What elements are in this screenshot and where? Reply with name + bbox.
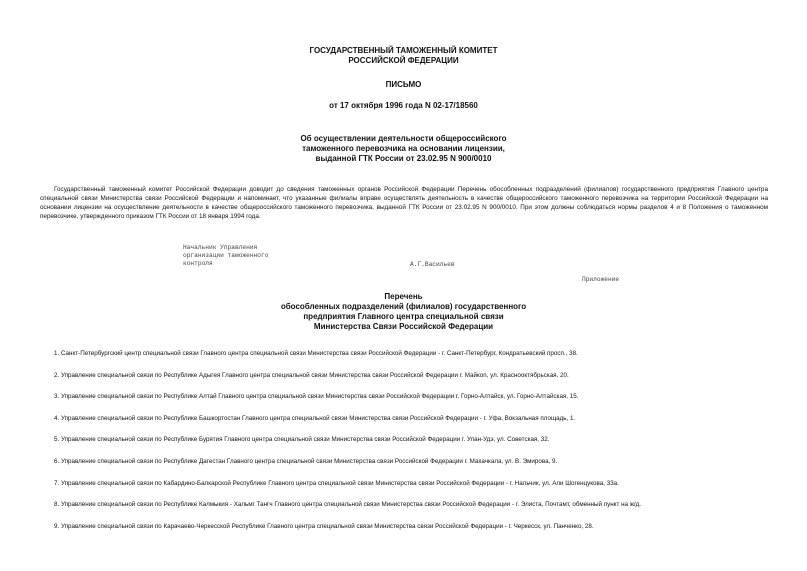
- list-item: 7. Управление специальной связи по Кабардино-Балкарской Республике Главного центра специальной связи Министерства связи Российской Федерации - г. Нальчик, ул. Али Шогенцукова, 33а.: [54, 479, 619, 487]
- appendix-title: [0, 292, 807, 332]
- appendix-title-line: Перечень: [384, 292, 423, 301]
- list-item: 1. Санкт-Петербургский центр специальной связи Главного центра специальной связи Министерства связи Российской Федерации - г. Санкт-Петербург, Кондратьевский просп., 38.: [54, 350, 578, 357]
- list-item: 6. Управление специальной связи по Республике Дагестан Главного центра специальной связи Министерства связи Российской Федерации г. Махачкала, ул. В. Эмирова, 9.: [54, 457, 558, 465]
- signature-position-line: контроля: [183, 260, 213, 267]
- appendix-title-line: Министерства Связи Российской Федерации: [313, 322, 494, 331]
- signature-name: А.Г.Васильев: [410, 261, 455, 268]
- list-item: 8. Управление специальной связи по Республике Калмыкия - Хальмг Тангч Главного центра специальной связи Министерства связи Российской Федерации - г. Элиста, Почтамт, обменный пункт на ж/д.: [54, 501, 642, 509]
- document-subject: [0, 134, 807, 164]
- appendix-title-line: предприятия Главного центра специальной связи: [303, 312, 504, 321]
- issuer-line: ГОСУДАРСТВЕННЫЙ ТАМОЖЕННЫЙ КОМИТЕТ: [309, 46, 498, 55]
- date-number-label: от 17 октября 1996 года N 02-17/18560: [329, 101, 478, 110]
- list-item: 2. Управление специальной связи по Республике Адыгея Главного центра специальной связи Министерства связи Российской Федерации г. Майкоп, ул. Красноoктябрьская, 20.: [54, 371, 569, 379]
- organizations-list: [54, 350, 641, 544]
- list-item: 4. Управление специальной связи по Республике Башкортостан Главного центра специальной связи Министерства связи Российской Федерации - г. Уфа, Вокзальная площадь, 1.: [54, 414, 576, 422]
- document-type-label: ПИСЬМО: [385, 80, 422, 89]
- signature-position-line: Начальник Управления: [183, 244, 258, 251]
- appendix-label: Приложение: [582, 276, 620, 283]
- list-item: 5. Управление специальной связи по Республике Бурятия Главного центра специальной связи Министерства связи Российской Федерации г. Улан-Удэ, ул. Советская, 32.: [54, 436, 550, 444]
- document-type: [0, 80, 807, 90]
- issuer-heading: [0, 46, 807, 66]
- list-item: 9. Управление специальной связи по Карачаево-Черкесской Республике Главного центра специальной связи Министерства связи Российской Федерации - г. Черкесск, ул. Панченко, 28.: [54, 522, 594, 530]
- issuer-line: РОССИЙСКОЙ ФЕДЕРАЦИИ: [348, 56, 459, 65]
- signature-position-line: организации таможенного: [183, 252, 269, 259]
- subject-line: таможенного перевозчика на основании лицензии,: [302, 144, 505, 153]
- list-item: 3. Управление специальной связи по Республике Алтай Главного центра специальной связи Министерства связи Российской Федерации г. Горно-Алтайск, ул. Горно-Алтайская, 15.: [54, 393, 579, 401]
- subject-line: выданной ГТК России от 23.02.95 N 900/0010: [315, 154, 492, 163]
- signature-position: [183, 244, 268, 268]
- document-date-number: [0, 101, 807, 111]
- appendix-title-line: обособленных подразделений (филиалов) государственного: [280, 302, 527, 311]
- body-paragraph: Государственный таможенный комитет Российской Федерации доводит до сведения таможенных органов Российской Федерации Перечень обособленных подразделений (филиалов) государственного предприятия Главного центра специальной связи Министерства связи Российской Федерации и напоминает, что указанные филиалы вправе осуществлять деятельность в качестве общероссийского таможенного перевозчика на территории Российской Федерации на основании лицензии на осуществление деятельности в качестве общероссийского таможенного перевозчика, выданной ГТК России от 23.02.95 N 900/0010. При этом должны соблюдаться нормы разделов 4 и 8 Положения о таможенном перевозчике, утвержденного приказом ГТК России от 18 января 1994 года.: [40, 186, 768, 220]
- subject-line: Об осуществлении деятельности общероссийского: [300, 134, 507, 143]
